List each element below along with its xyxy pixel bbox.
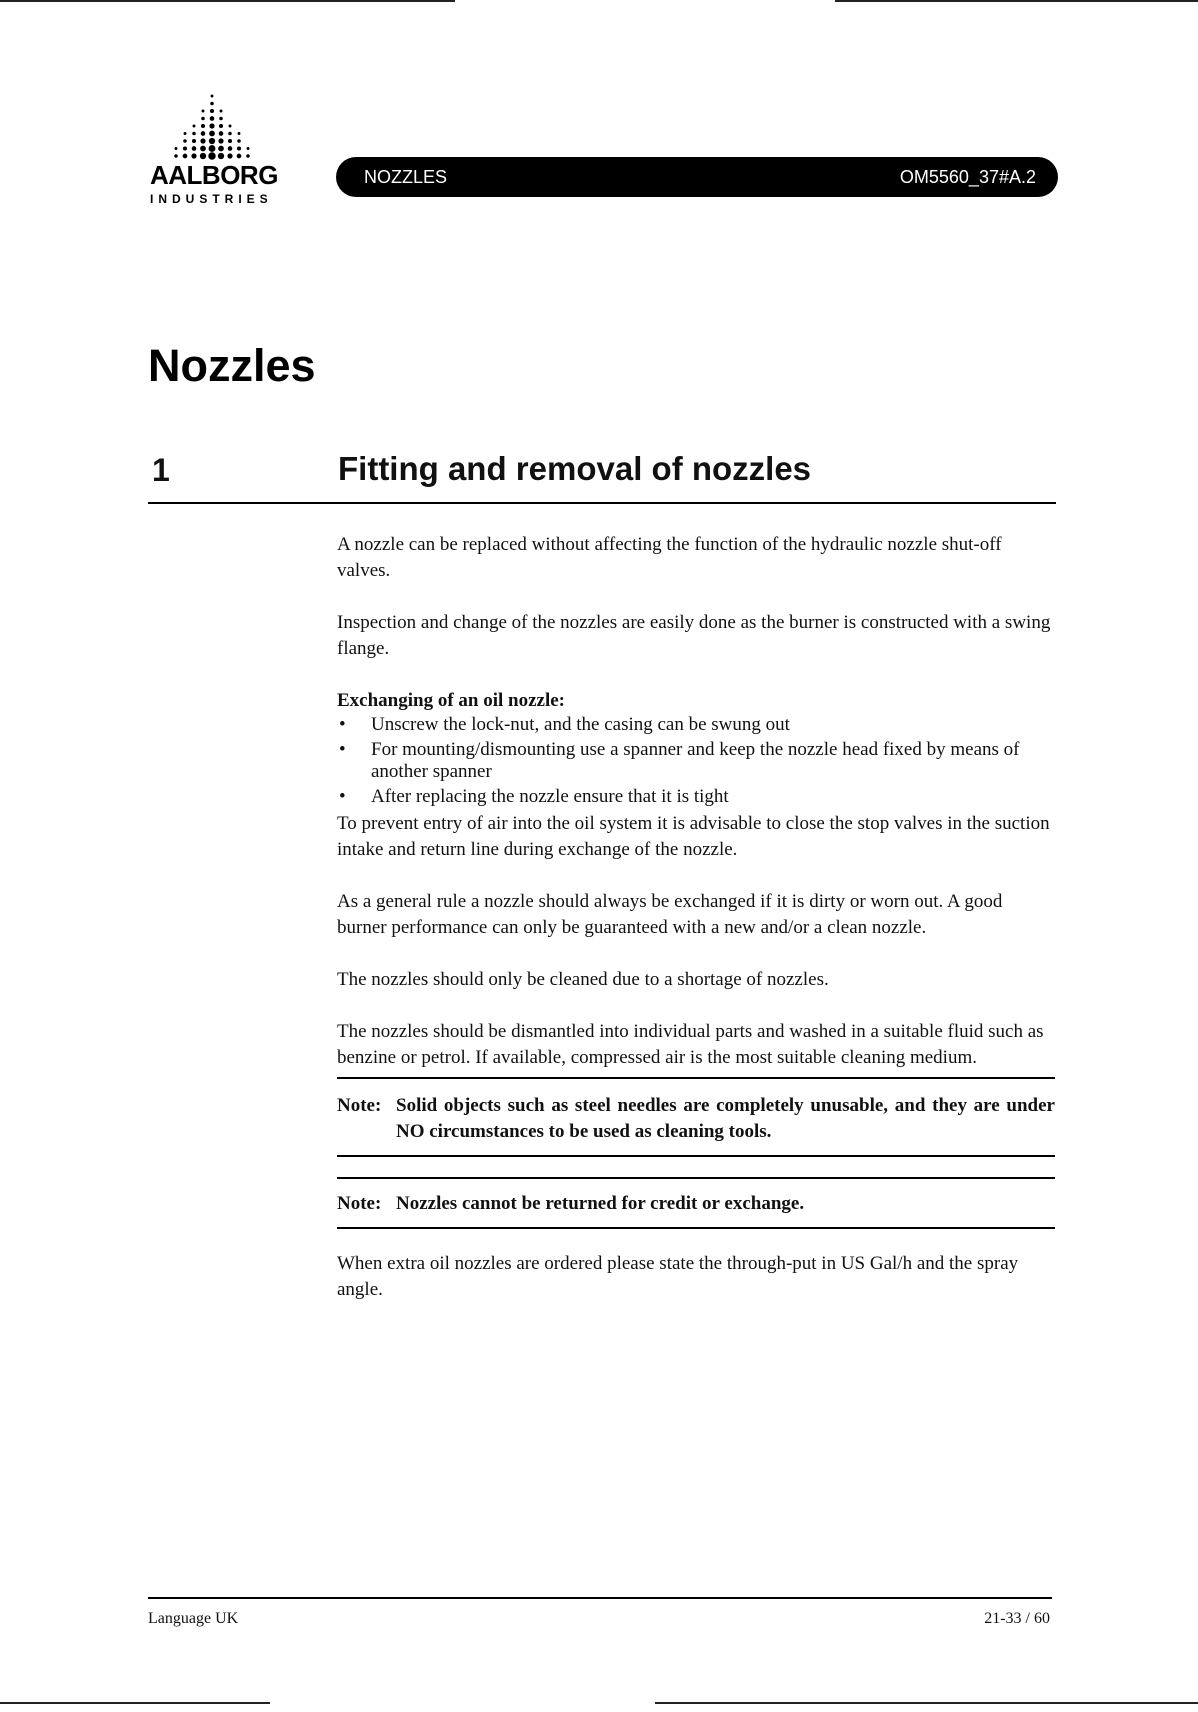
paragraph-1: A nozzle can be replaced without affecting the function of the hydraulic nozzle shut-off valves. bbox=[337, 534, 1002, 581]
main-content bbox=[337, 532, 1055, 1303]
subheading: Exchanging of an oil nozzle: bbox=[337, 690, 566, 711]
list-item: • For mounting/dismounting use a spanner and keep the nozzle head fixed by means of another spanner bbox=[337, 739, 1055, 783]
top-rule-right bbox=[835, 0, 1198, 2]
header-section-label: NOZZLES bbox=[364, 166, 448, 187]
section-title: Fitting and removal of nozzles bbox=[338, 450, 812, 487]
note-box-2 bbox=[337, 1177, 1055, 1229]
note-box-1 bbox=[337, 1077, 1055, 1157]
list-item: • After replacing the nozzle ensure that it is tight bbox=[337, 786, 1055, 808]
paragraph-3: To prevent entry of air into the oil system it is advisable to close the stop valves in the suction intake and return line during exchange of the nozzle. bbox=[337, 813, 1050, 860]
page-title: Nozzles bbox=[148, 340, 316, 391]
note-label: Note: bbox=[337, 1193, 382, 1214]
footer-page-number: 21-33 / 60 bbox=[984, 1610, 1050, 1627]
header-bar bbox=[336, 157, 1058, 197]
footer-rule bbox=[148, 1597, 1052, 1599]
paragraph-7: When extra oil nozzles are ordered please state the through-put in US Gal/h and the spray angle. bbox=[337, 1253, 1019, 1300]
list-item: • Unscrew the lock-nut, and the casing can be swung out bbox=[337, 714, 1055, 736]
bottom-rule-left bbox=[0, 1702, 270, 1704]
note-label: Note: bbox=[337, 1095, 382, 1116]
footer-language: Language UK bbox=[148, 1610, 239, 1627]
logo-subtitle: INDUSTRIES bbox=[150, 192, 273, 206]
paragraph-5: The nozzles should only be cleaned due to a shortage of nozzles. bbox=[337, 969, 829, 990]
note-text: Nozzles cannot be returned for credit or exchange. bbox=[396, 1193, 805, 1214]
note-text: Solid objects such as steel needles are completely unusable, and they are under NO circumstances to be used as cleaning tools. bbox=[396, 1095, 1055, 1142]
bottom-rule-right bbox=[655, 1702, 1198, 1704]
header-doc-code: OM5560_37#A.2 bbox=[899, 166, 1036, 187]
paragraph-4: As a general rule a nozzle should always be exchanged if it is dirty or worn out. A good burner performance can only be guaranteed with a new and/or a clean nozzle. bbox=[337, 891, 1003, 938]
section-number: 1 bbox=[152, 452, 170, 488]
company-logo bbox=[150, 80, 280, 206]
top-rule-left bbox=[0, 0, 455, 2]
paragraph-2: Inspection and change of the nozzles are easily done as the burner is constructed with a swing flange. bbox=[337, 612, 1051, 659]
section-rule bbox=[148, 502, 1056, 504]
bullet-list bbox=[337, 714, 1055, 808]
logo-dots-icon bbox=[162, 80, 262, 160]
paragraph-6: The nozzles should be dismantled into individual parts and washed in a suitable fluid such as benzine or petrol. If available, compressed air is the most suitable cleaning medium. bbox=[337, 1021, 1044, 1068]
logo-name: AALBORG bbox=[150, 160, 278, 190]
